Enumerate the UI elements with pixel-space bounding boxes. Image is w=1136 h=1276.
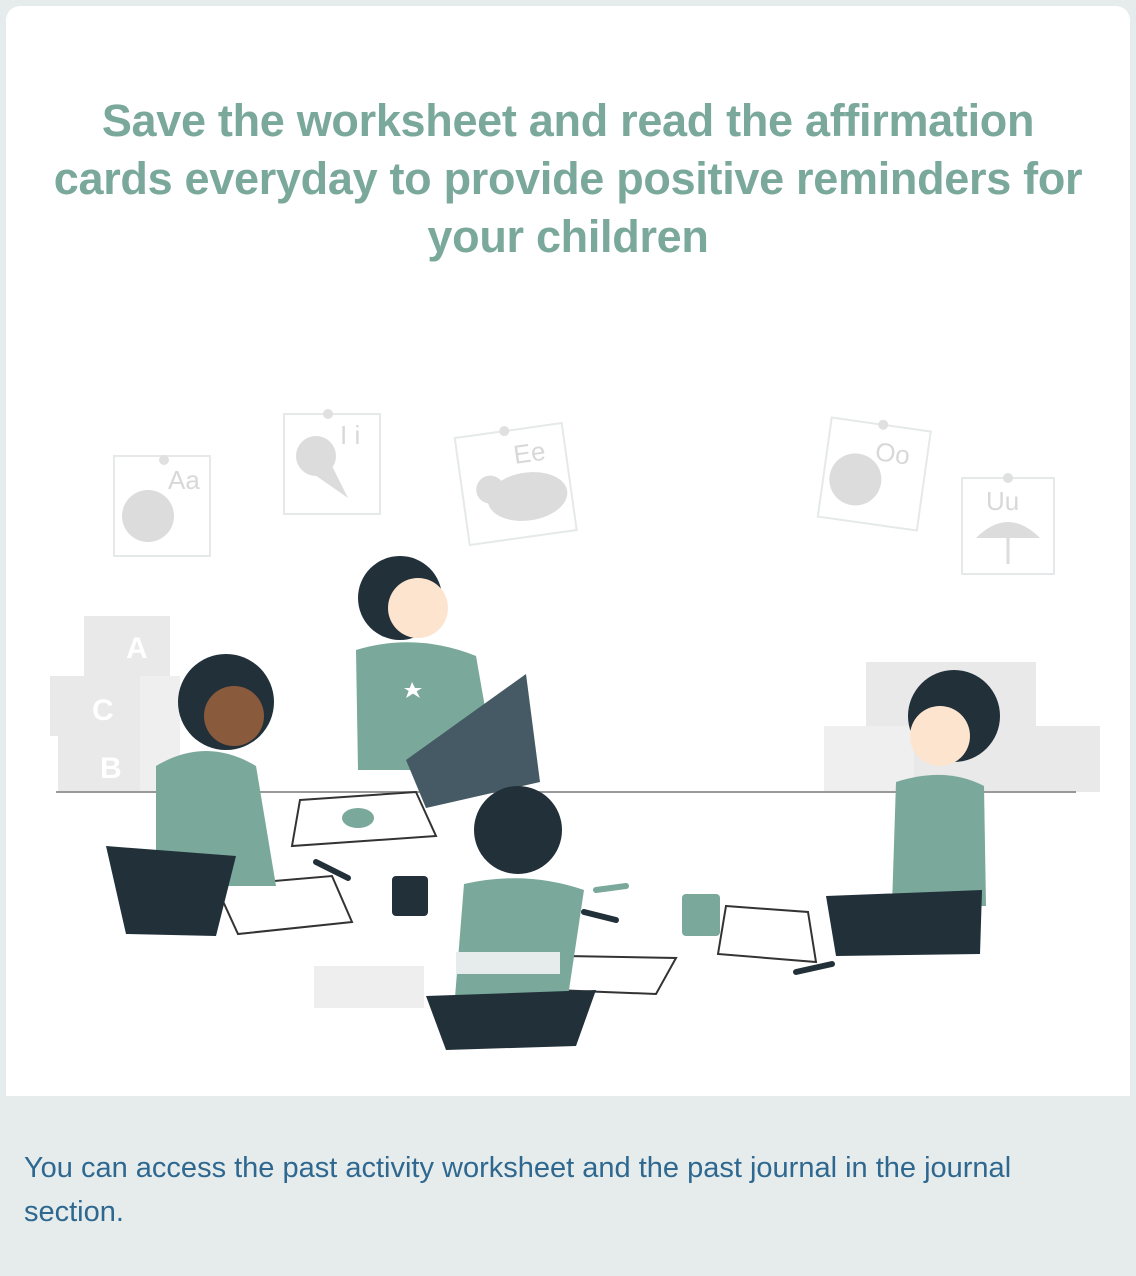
dialog-card: [6, 6, 1130, 1270]
child-back-sitting: [356, 556, 540, 808]
instruction-heading: Save the worksheet and read the affirmation cards everyday to provide positive reminders for your children: [53, 95, 1083, 262]
footer-note: You can access the past activity worksheet and the past journal in the journal section.: [24, 1152, 1012, 1228]
letter-card-uu: [962, 473, 1054, 574]
letter-aa: Aa: [168, 465, 200, 495]
child-right: [826, 670, 1000, 956]
block-letter-a: A: [126, 632, 148, 665]
children-drawing-illustration: [6, 386, 1130, 1076]
block-letter-b: B: [100, 752, 122, 785]
letter-oo: Oo: [873, 436, 912, 471]
letter-ii: I i: [340, 420, 361, 450]
letter-card-ee: [454, 418, 577, 545]
letter-card-ii: [284, 409, 380, 514]
letter-uu: Uu: [986, 486, 1020, 516]
block-letter-c: C: [92, 694, 114, 727]
child-front-center: [426, 786, 596, 1050]
letter-ee: Ee: [511, 435, 548, 470]
content-panel: [6, 6, 1130, 1096]
letter-card-aa: [114, 455, 210, 556]
letter-card-oo: [818, 413, 932, 531]
